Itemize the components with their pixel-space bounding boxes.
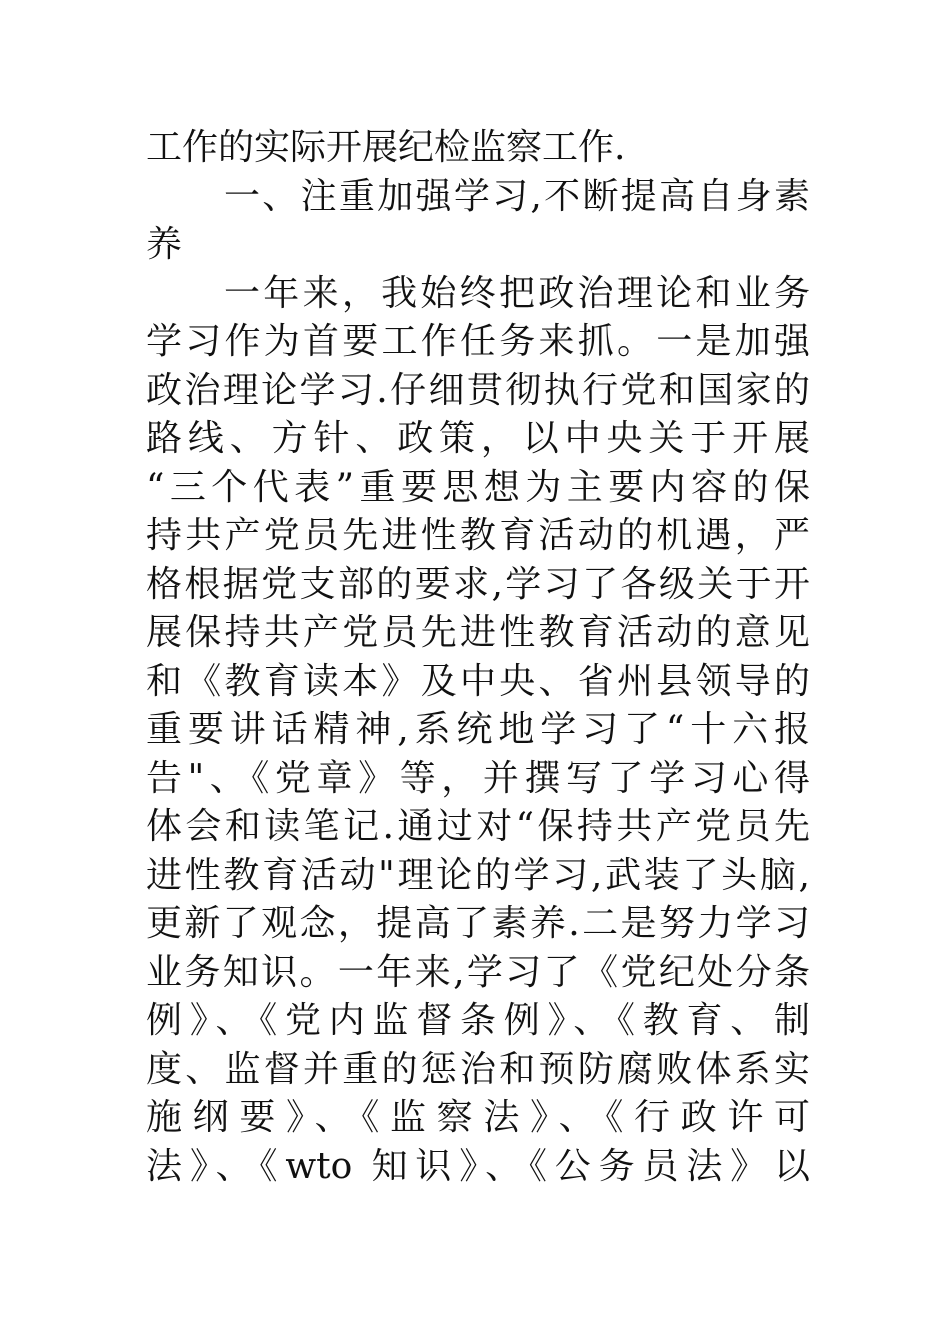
text-line: 路线、方针、政策，以中央关于开展 <box>146 418 810 459</box>
text-line: 展保持共产党员先进性教育活动的意见 <box>146 612 810 653</box>
text-line: 重要讲话精神,系统地学习了“十六报 <box>146 709 810 750</box>
text-line: 学习作为首要工作任务来抓。一是加强 <box>146 321 810 362</box>
text-line: 养 <box>146 224 183 265</box>
text-line: 例》、《党内监督条例》、《教育、制 <box>146 1000 810 1041</box>
text-line: 进性教育活动"理论的学习,武装了头脑, <box>146 854 810 896</box>
text-line: 体会和读笔记.通过对“保持共产党员先 <box>146 806 810 847</box>
text-line: 政治理论学习.仔细贯彻执行党和国家的 <box>146 369 810 411</box>
text-line: 更新了观念，提高了素养.二是努力学习 <box>146 903 810 944</box>
text-line: 一、注重加强学习,不断提高自身素 <box>224 175 810 217</box>
text-line: 业务知识。一年来,学习了《党纪处分条 <box>146 951 810 993</box>
text-line: 告"、《党章》等，并撰写了学习心得 <box>146 757 810 799</box>
text-line: 格根据党支部的要求,学习了各级关于开 <box>146 563 810 605</box>
text-line: 和《教育读本》及中央、省州县领导的 <box>146 660 810 702</box>
text-line: 持共产党员先进性教育活动的机遇，严 <box>146 515 810 556</box>
text-line: 工作的实际开展纪检监察工作. <box>146 127 626 168</box>
text-line: 法》、《wto 知识》、《公务员法》以 <box>146 1145 810 1187</box>
text-line: 一年来，我始终把政治理论和业务 <box>224 272 810 314</box>
text-line: 施纲要》、《监察法》、《行政许可 <box>146 1097 810 1138</box>
text-line: “三个代表”重要思想为主要内容的保 <box>146 466 810 508</box>
text-line: 度、监督并重的惩治和预防腐败体系实 <box>146 1048 810 1090</box>
body-text <box>146 124 810 1191</box>
